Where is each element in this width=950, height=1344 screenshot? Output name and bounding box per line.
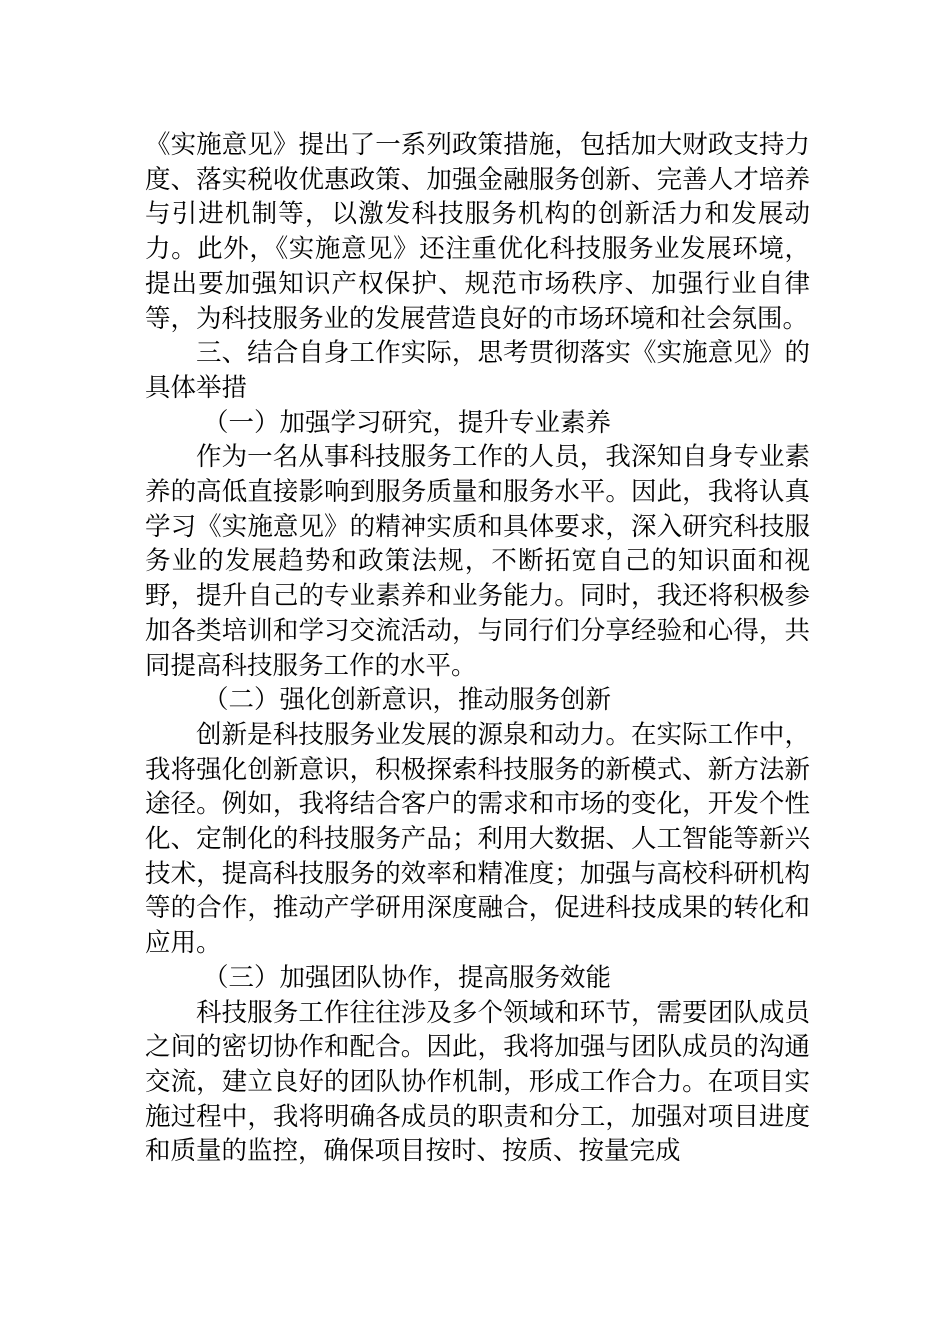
document-page	[145, 128, 810, 1169]
subheading: （二）强化创新意识，推动服务创新	[203, 685, 612, 716]
body-paragraph: 《实施意见》提出了一系列政策措施，包括加大财政支持力度、落实税收优惠政策、加强金融服务创新、完善人才培养与引进机制等，以激发科技服务机构的创新活力和发展动力。此外，《实施意见》还注重优化科技服务业发展环境，提出要加强知识产权保护、规范市场秩序、加强行业自律等，为科技服务业的发展营造良好的市场环境和社会氛围。	[145, 130, 810, 334]
body-paragraph: 创新是科技服务业发展的源泉和动力。在实际工作中，我将强化创新意识，积极探索科技服务的新模式、新方法新途径。例如，我将结合客户的需求和市场的变化，开发个性化、定制化的科技服务产品；利用大数据、人工智能等新兴技术，提高科技服务的效率和精准度；加强与高校科研机构等的合作，推动产学研用深度融合，促进科技成果的转化和应用。	[145, 719, 810, 959]
body-paragraph: 作为一名从事科技服务工作的人员，我深知自身专业素养的高低直接影响到服务质量和服务水平。因此，我将认真学习《实施意见》的精神实质和具体要求，深入研究科技服务业的发展趋势和政策法规，不断拓宽自己的知识面和视野，提升自己的专业素养和业务能力。同时，我还将积极参加各类培训和学习交流活动，与同行们分享经验和心得，共同提高科技服务工作的水平。	[145, 442, 810, 681]
subheading: （一）加强学习研究，提升专业素养	[203, 407, 612, 438]
section-heading: 三、结合自身工作实际，思考贯彻落实《实施意见》的具体举措	[145, 338, 810, 403]
body-paragraph: 科技服务工作往往涉及多个领域和环节，需要团队成员之间的密切协作和配合。因此，我将加强与团队成员的沟通交流，建立良好的团队协作机制，形成工作合力。在项目实施过程中，我将明确各成员的职责和分工，加强对项目进度和质量的监控，确保项目按时、按质、按量完成	[145, 997, 810, 1167]
subheading: （三）加强团队协作，提高服务效能	[203, 962, 612, 993]
